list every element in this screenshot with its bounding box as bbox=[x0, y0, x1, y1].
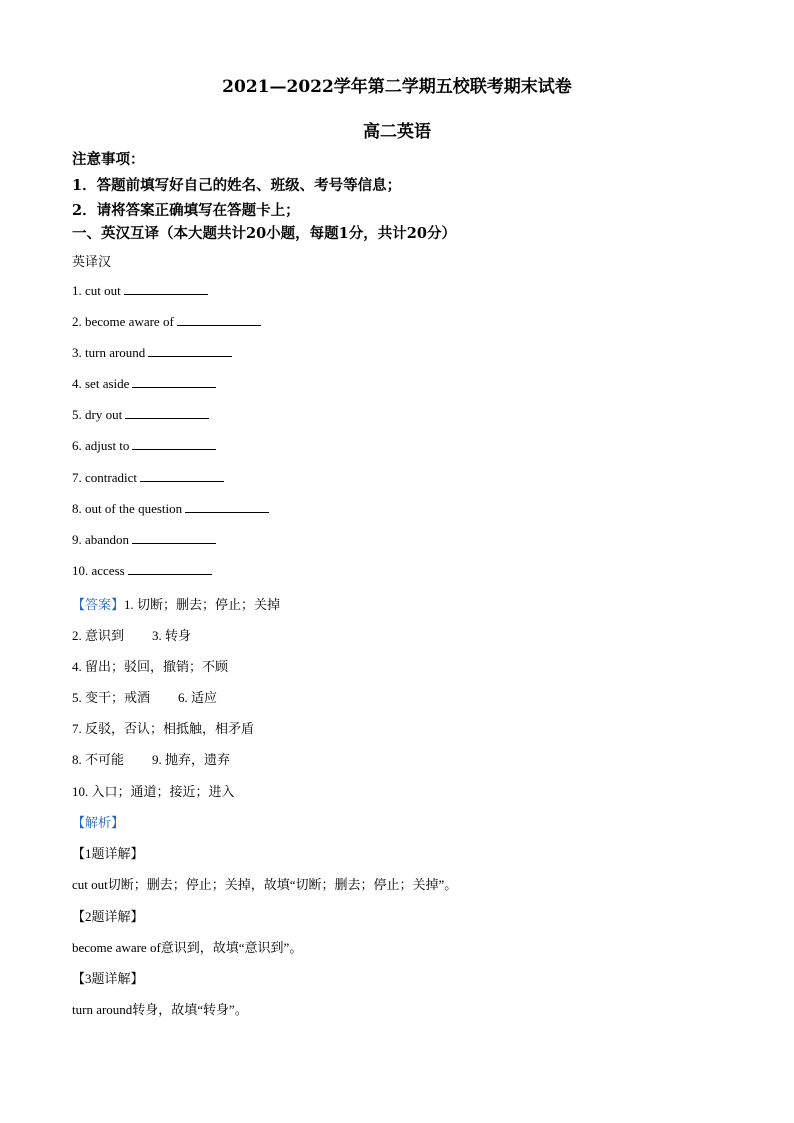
question-item: 5. dry out bbox=[72, 406, 209, 423]
answer-line: 4. 留出；驳回，撤销；不顾 bbox=[72, 659, 229, 674]
section-title: 一、英汉互译（本大题共计20小题，每题1分，共计20分） bbox=[72, 225, 456, 242]
answer-blank bbox=[124, 282, 208, 295]
analysis-text: become aware of意识到，故填“意识到”。 bbox=[72, 940, 303, 955]
analysis-heading: 【2题详解】 bbox=[72, 909, 144, 924]
answer-blank bbox=[177, 313, 261, 326]
analysis-tag: 【解析】 bbox=[72, 815, 125, 830]
note-item: 1．答题前填写好自己的姓名、班级、考号等信息； bbox=[72, 177, 402, 194]
question-item: 6. adjust to bbox=[72, 437, 216, 454]
answer-line: 8. 不可能 9. 抛弃，遗弃 bbox=[72, 752, 231, 767]
question-item: 10. access bbox=[72, 562, 212, 579]
question-item: 3. turn around bbox=[72, 344, 232, 361]
answer-blank bbox=[125, 406, 209, 419]
note-item: 2．请将答案正确填写在答题卡上； bbox=[72, 202, 300, 219]
answer-blank bbox=[185, 500, 269, 513]
question-item: 7. contradict bbox=[72, 469, 224, 486]
section-subtitle: 英译汉 bbox=[72, 254, 112, 269]
question-item: 1. cut out bbox=[72, 282, 208, 299]
exam-subject: 高二英语 bbox=[363, 122, 431, 142]
answer-line: 7. 反驳，否认；相抵触，相矛盾 bbox=[72, 721, 255, 736]
answer-line: 【答案】1. 切断；删去；停止；关掉 bbox=[72, 597, 281, 612]
answer-blank bbox=[128, 562, 212, 575]
question-item: 2. become aware of bbox=[72, 313, 261, 330]
answer-blank bbox=[140, 469, 224, 482]
answer-line: 10. 入口；通道；接近；进入 bbox=[72, 784, 235, 799]
answer-line: 5. 变干；戒酒 6. 适应 bbox=[72, 690, 218, 705]
exam-title: 2021—2022学年第二学期五校联考期末试卷 bbox=[222, 77, 572, 97]
question-item: 4. set aside bbox=[72, 375, 216, 392]
analysis-heading: 【3题详解】 bbox=[72, 971, 144, 986]
analysis-heading: 【1题详解】 bbox=[72, 846, 144, 861]
answer-blank bbox=[132, 375, 216, 388]
question-item: 8. out of the question bbox=[72, 500, 269, 517]
answer-blank bbox=[132, 531, 216, 544]
analysis-text: cut out切断；删去；停止；关掉，故填“切断；删去；停止；关掉”。 bbox=[72, 877, 458, 892]
answer-blank bbox=[132, 437, 216, 450]
question-item: 9. abandon bbox=[72, 531, 216, 548]
analysis-text: turn around转身，故填“转身”。 bbox=[72, 1002, 248, 1017]
notes-heading: 注意事项： bbox=[72, 151, 145, 168]
answer-line: 2. 意识到 3. 转身 bbox=[72, 628, 192, 643]
answer-blank bbox=[148, 344, 232, 357]
answer-tag: 【答案】 bbox=[72, 597, 125, 612]
